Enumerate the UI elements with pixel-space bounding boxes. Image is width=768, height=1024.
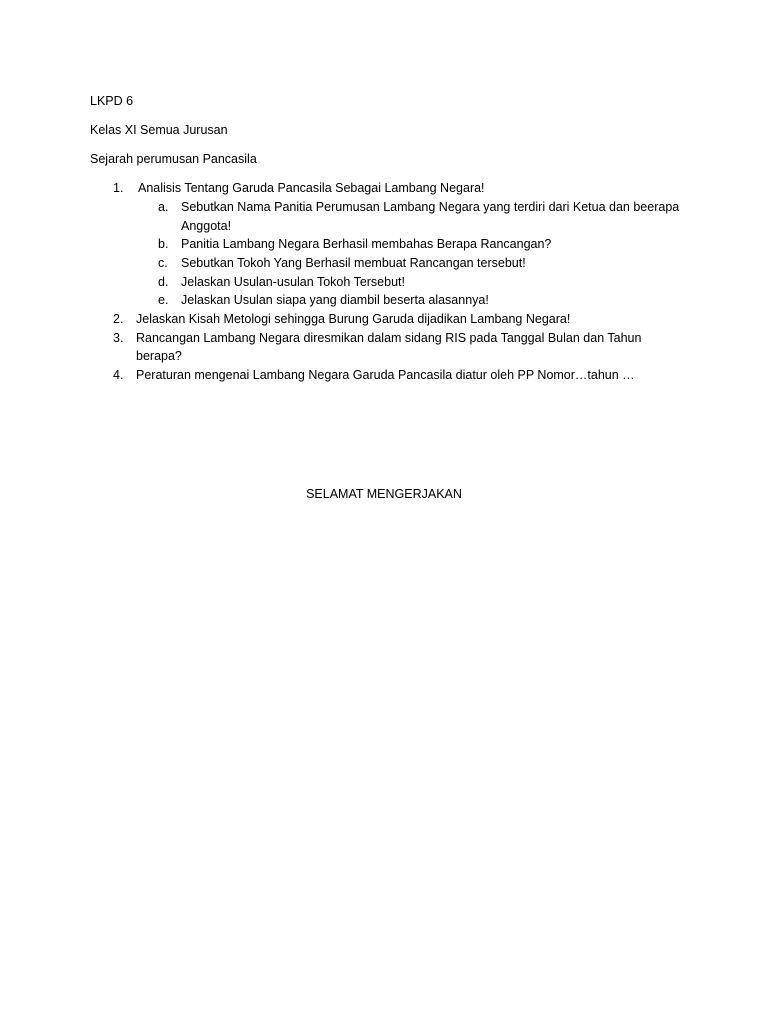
subquestion-letter: b. — [158, 237, 169, 251]
subquestion-text: Panitia Lambang Negara Berhasil membahas Berapa Rancangan? — [181, 237, 552, 251]
document-title: LKPD 6 — [90, 94, 134, 108]
subquestion-text: Jelaskan Usulan siapa yang diambil beserta alasannya! — [181, 293, 489, 307]
subquestion-text: Sebutkan Tokoh Yang Berhasil membuat Rancangan tersebut! — [181, 256, 526, 270]
question-text: Peraturan mengenai Lambang Negara Garuda Pancasila diatur oleh PP Nomor…tahun … — [136, 368, 635, 382]
subquestion-letter: a. — [158, 200, 169, 214]
topic-line: Sejarah perumusan Pancasila — [90, 152, 257, 166]
subquestion-text-continued: Anggota! — [181, 219, 232, 233]
subquestion-text: Sebutkan Nama Panitia Perumusan Lambang Negara yang terdiri dari Ketua dan beerapa — [181, 200, 680, 214]
question-number: 2. — [113, 312, 124, 326]
class-line: Kelas XI Semua Jurusan — [90, 123, 228, 137]
subquestion-text: Jelaskan Usulan-usulan Tokoh Tersebut! — [181, 275, 405, 289]
question-text-continued: berapa? — [136, 349, 182, 363]
question-number: 3. — [113, 331, 124, 345]
question-text: Analisis Tentang Garuda Pancasila Sebagai Lambang Negara! — [138, 181, 485, 195]
subquestion-letter: c. — [158, 256, 168, 270]
question-number: 4. — [113, 368, 124, 382]
subquestion-letter: d. — [158, 275, 169, 289]
question-text: Rancangan Lambang Negara diresmikan dalam sidang RIS pada Tanggal Bulan dan Tahun — [136, 331, 642, 345]
question-text: Jelaskan Kisah Metologi sehingga Burung Garuda dijadikan Lambang Negara! — [136, 312, 571, 326]
subquestion-letter: e. — [158, 293, 169, 307]
question-number: 1. — [113, 181, 124, 195]
closing-text: SELAMAT MENGERJAKAN — [306, 487, 462, 501]
